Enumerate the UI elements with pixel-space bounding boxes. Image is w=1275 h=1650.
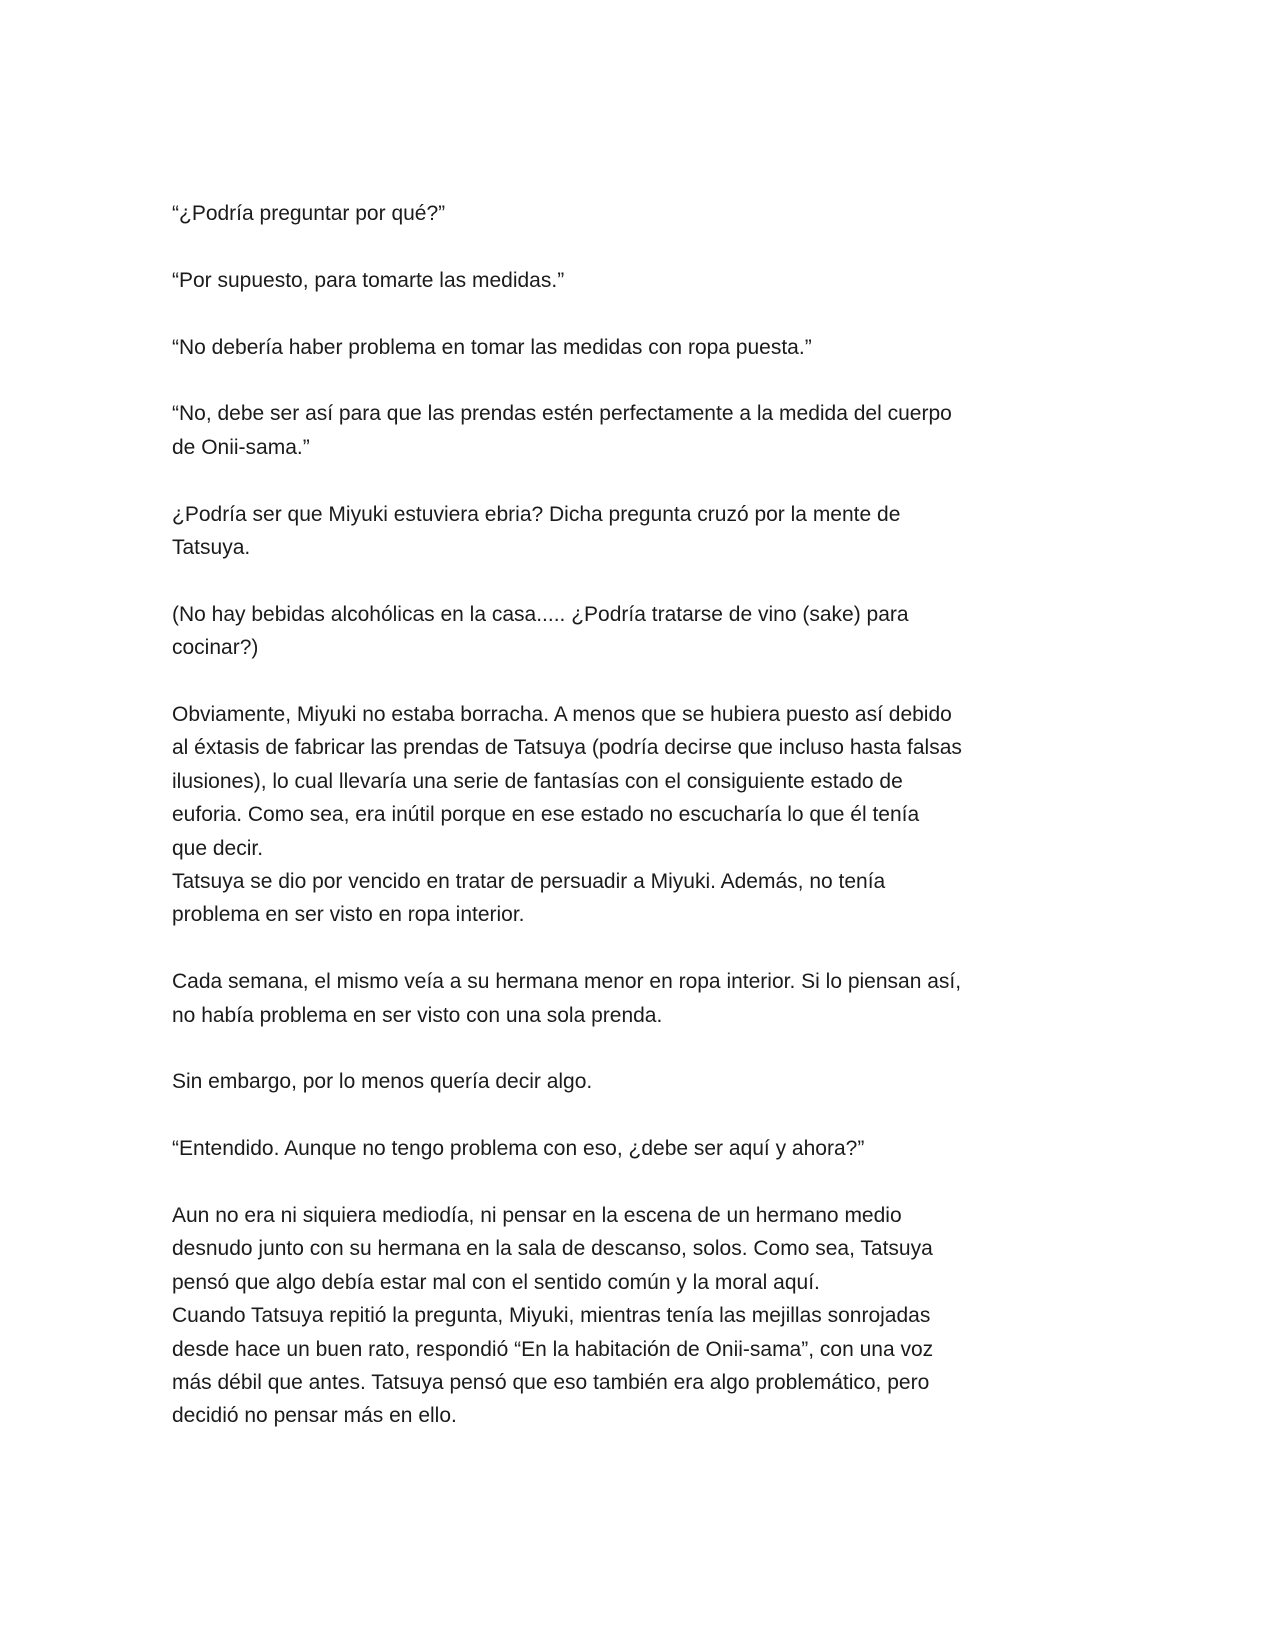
text-line: “Por supuesto, para tomarte las medidas.” — [172, 268, 565, 292]
paragraph — [172, 965, 1125, 1032]
paragraph — [172, 331, 1125, 364]
paragraph — [172, 1132, 1125, 1165]
text-line: Sin embargo, por lo menos quería decir algo. — [172, 1070, 593, 1094]
text-line: no había problema en ser visto con una sola prenda. — [172, 1003, 663, 1027]
text-line: decidió no pensar más en ello. — [172, 1404, 457, 1428]
text-line: Cuando Tatsuya repitió la pregunta, Miyuki, mientras tenía las mejillas sonrojadas — [172, 1304, 931, 1328]
text-line: ilusiones), lo cual llevaría una serie de fantasías con el consiguiente estado de — [172, 769, 903, 793]
text-line: problema en ser visto en ropa interior. — [172, 903, 525, 927]
text-line: desde hace un buen rato, respondió “En la habitación de Onii-sama”, con una voz — [172, 1337, 934, 1361]
text-line: desnudo junto con su hermana en la sala de descanso, solos. Como sea, Tatsuya — [172, 1237, 933, 1261]
text-line: “No, debe ser así para que las prendas estén perfectamente a la medida del cuerpo — [172, 402, 952, 426]
text-line: al éxtasis de fabricar las prendas de Tatsuya (podría decirse que incluso hasta falsas — [172, 736, 962, 760]
paragraph — [172, 598, 1125, 665]
text-line: pensó que algo debía estar mal con el sentido común y la moral aquí. — [172, 1270, 820, 1294]
paragraph — [172, 264, 1125, 297]
text-line: (No hay bebidas alcohólicas en la casa..... ¿Podría tratarse de vino (sake) para — [172, 602, 909, 626]
text-line: Obviamente, Miyuki no estaba borracha. A menos que se hubiera puesto así debido — [172, 703, 952, 726]
paragraph — [172, 397, 1125, 464]
text-line: ¿Podría ser que Miyuki estuviera ebria? Dicha pregunta cruzó por la mente de — [172, 502, 901, 526]
paragraph — [172, 197, 1125, 230]
text-line: cocinar?) — [172, 636, 259, 660]
text-line: que decir. — [172, 836, 264, 860]
text-line: Tatsuya se dio por vencido en tratar de persuadir a Miyuki. Además, no tenía — [172, 870, 886, 894]
text-line: “No debería haber problema en tomar las medidas con ropa puesta.” — [172, 335, 812, 359]
paragraph — [172, 498, 1125, 565]
text-line: Aun no era ni siquiera mediodía, ni pensar en la escena de un hermano medio — [172, 1204, 902, 1228]
text-line: “Entendido. Aunque no tengo problema con eso, ¿debe ser aquí y ahora?” — [172, 1137, 865, 1161]
text-line: Cada semana, el mismo veía a su hermana menor en ropa interior. Si lo piensan así, — [172, 970, 962, 994]
paragraph — [172, 1299, 1125, 1433]
text-line: euforia. Como sea, era inútil porque en ese estado no escucharía lo que él tenía — [172, 803, 920, 827]
document-body — [172, 197, 1125, 1433]
paragraph — [172, 698, 1125, 865]
paragraph — [172, 1065, 1125, 1098]
text-line: Tatsuya. — [172, 536, 251, 559]
text-line: de Onii-sama.” — [172, 435, 310, 459]
paragraph — [172, 865, 1125, 932]
text-line: “¿Podría preguntar por qué?” — [172, 202, 446, 225]
text-line: más débil que antes. Tatsuya pensó que eso también era algo problemático, pero — [172, 1371, 930, 1395]
paragraph — [172, 1199, 1125, 1299]
